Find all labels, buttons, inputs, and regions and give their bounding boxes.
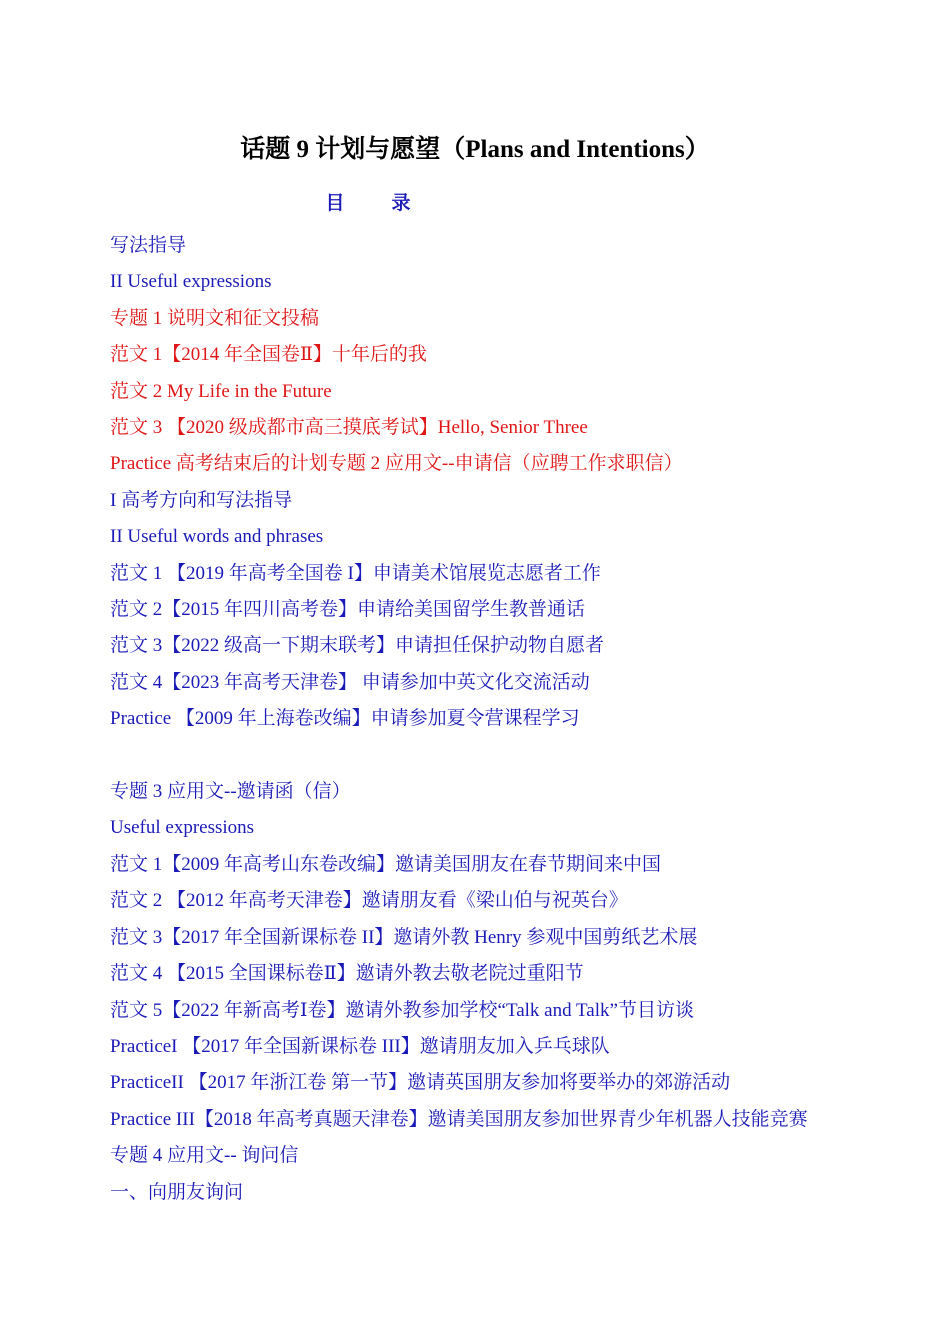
document-title: 话题 9 计划与愿望（Plans and Intentions）	[240, 136, 710, 163]
toc-link[interactable]: 范文 3【2022 级高一下期末联考】申请担任保护动物自愿者	[110, 635, 605, 657]
toc-link[interactable]: II Useful words and phrases	[110, 526, 324, 548]
toc-link[interactable]: PracticeI 【2017 年全国新课标卷 III】邀请朋友加入乒乓球队	[110, 1035, 610, 1057]
toc-link[interactable]: I 高考方向和写法指导	[110, 489, 293, 511]
toc-link[interactable]: Practice 【2009 年上海卷改编】申请参加夏令营课程学习	[110, 708, 580, 730]
toc-link[interactable]: 范文 1【2009 年高考山东卷改编】邀请美国朋友在春节期间来中国	[110, 853, 662, 875]
toc-link[interactable]: 范文 2【2015 年四川高考卷】申请给美国留学生教普通话	[110, 599, 586, 621]
toc-link[interactable]: Practice 高考结束后的计划专题 2 应用文--申请信（应聘工作求职信）	[110, 453, 683, 475]
toc-link[interactable]: 范文 3 【2020 级成都市高三摸底考试】Hello, Senior Three	[110, 417, 588, 439]
toc-link[interactable]: 范文 3【2017 年全国新课标卷 II】邀请外教 Henry 参观中国剪纸艺术展	[110, 926, 698, 948]
table-of-contents	[110, 228, 850, 1211]
toc-link[interactable]: 范文 4【2023 年高考天津卷】 申请参加中英文化交流活动	[110, 671, 590, 693]
toc-link[interactable]: 范文 1【2014 年全国卷Ⅱ】十年后的我	[110, 344, 427, 366]
toc-heading: 目 录	[325, 193, 425, 214]
toc-link[interactable]: 写法指导	[110, 235, 187, 256]
toc-link[interactable]: 范文 2 【2012 年高考天津卷】邀请朋友看《梁山伯与祝英台》	[110, 890, 628, 912]
toc-link[interactable]: Practice III【2018 年高考真题天津卷】邀请美国朋友参加世界青少年机器人技能竞赛	[110, 1108, 808, 1130]
toc-link[interactable]: 一、向朋友询问	[110, 1181, 244, 1203]
toc-link[interactable]: 专题 4 应用文-- 询问信	[110, 1145, 299, 1167]
toc-link[interactable]: 范文 4 【2015 全国课标卷Ⅱ】邀请外教去敬老院过重阳节	[110, 963, 584, 985]
toc-spacer	[110, 738, 850, 774]
toc-link[interactable]: Useful expressions	[110, 817, 255, 839]
toc-link[interactable]: 范文 1 【2019 年高考全国卷 I】申请美术馆展览志愿者工作	[110, 562, 601, 584]
toc-link[interactable]: II Useful expressions	[110, 271, 272, 293]
toc-link[interactable]: PracticeII 【2017 年浙江卷 第一节】邀请英国朋友参加将要举办的郊游活动	[110, 1072, 731, 1094]
toc-link[interactable]: 专题 3 应用文--邀请函（信）	[110, 781, 351, 803]
toc-link[interactable]: 范文 2 My Life in the Future	[110, 380, 332, 402]
toc-link[interactable]: 专题 1 说明文和征文投稿	[110, 307, 320, 329]
toc-link[interactable]: 范文 5【2022 年新高考Ⅰ卷】邀请外教参加学校“Talk and Talk”节目访谈	[110, 999, 694, 1021]
